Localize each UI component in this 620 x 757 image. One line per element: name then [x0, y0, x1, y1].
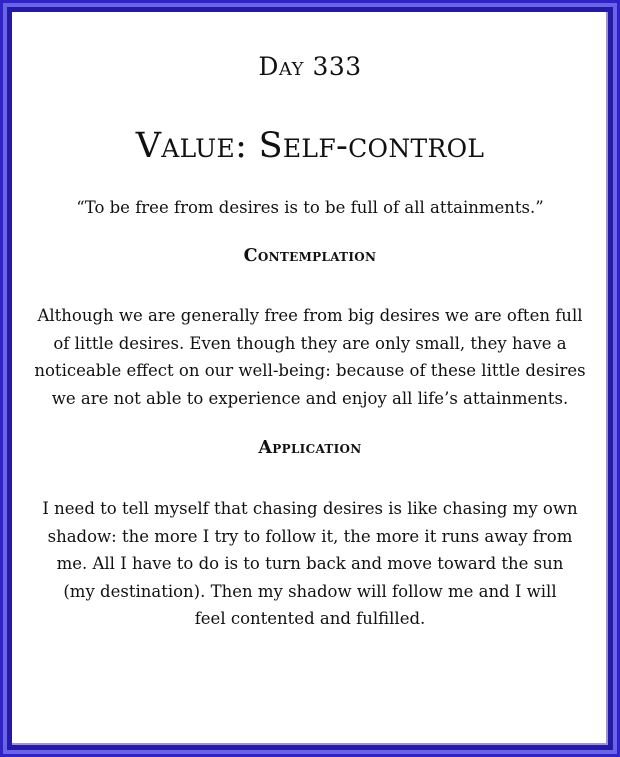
contemplation-heading: Contemplation [243, 246, 377, 266]
application-line: me. All I have to do is to turn back and move toward the sun [56, 554, 564, 573]
document-page [12, 12, 608, 745]
page-title: Value: Self-control [135, 126, 485, 166]
application-line: feel contented and fulfilled. [194, 609, 426, 628]
contemplation-line: of little desires. Even though they are only small, they have a [53, 333, 567, 353]
contemplation-line: Although we are generally free from big desires we are often full [37, 306, 583, 325]
application-line: shadow: the more I try to follow it, the more it runs away from [47, 526, 573, 546]
contemplation-paragraph [12, 302, 608, 412]
contemplation-line: we are not able to experience and enjoy all life’s attainments. [51, 388, 569, 408]
contemplation-line: noticeable effect on our well-being: because of these little desires [34, 361, 586, 380]
day-label: Day 333 [258, 52, 362, 81]
application-paragraph [12, 495, 608, 633]
application-line: (my destination). Then my shadow will follow me and I will [63, 581, 557, 601]
quote: “To be free from desires is to be full of all attainments.” [76, 198, 544, 217]
application-line: I need to tell myself that chasing desires is like chasing my own [42, 499, 578, 518]
application-heading: Application [258, 438, 362, 458]
